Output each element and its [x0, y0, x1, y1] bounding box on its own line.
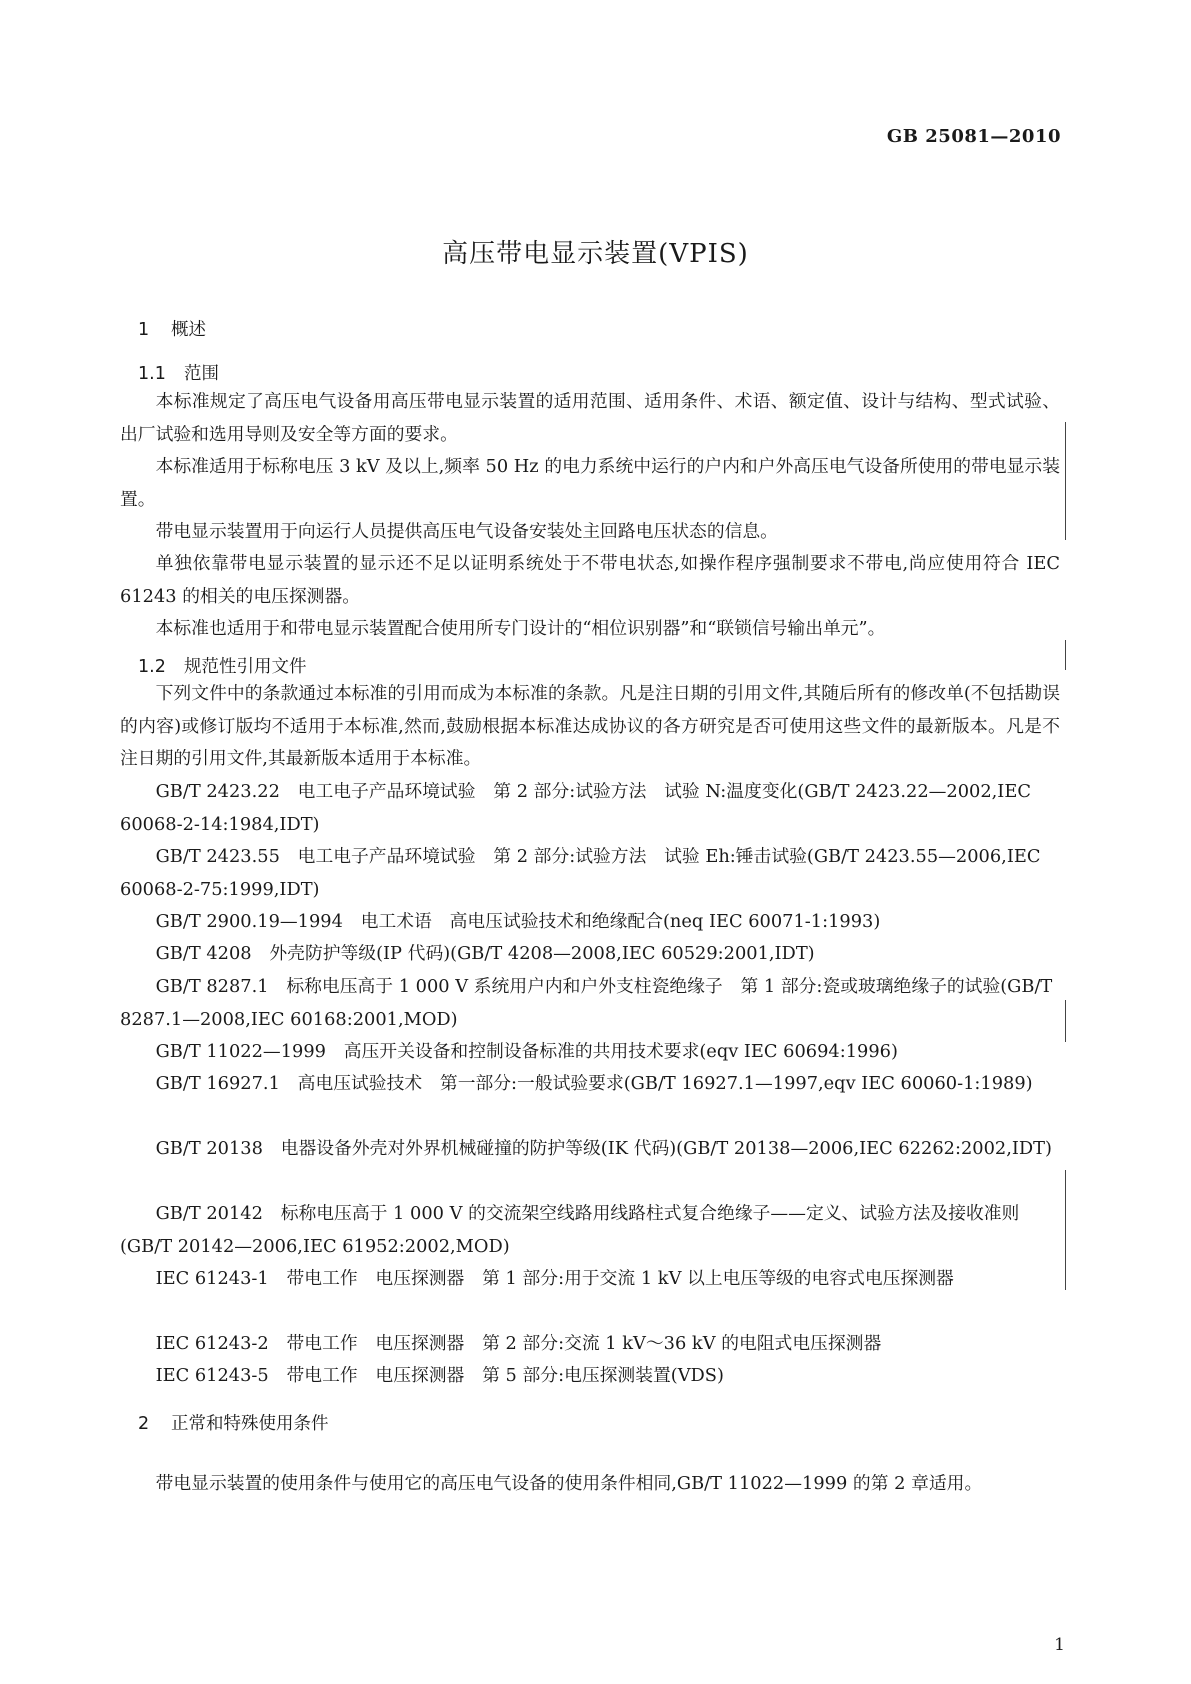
- change-bar: [1065, 640, 1066, 670]
- conditions-paragraph: 带电显示装置的使用条件与使用它的高压电气设备的使用条件相同,GB/T 11022—1999 的第 2 章适用。: [155, 1473, 983, 1494]
- reference-item: GB/T 2900.19—1994 电工术语 高电压试验技术和绝缘配合(neq IEC 60071-1:1993): [155, 911, 881, 932]
- change-bar: [1065, 1000, 1066, 1042]
- scope-paragraph-2: 本标准适用于标称电压 3 kV 及以上,频率 50 Hz 的电力系统中运行的户内和户外高压电气设备所使用的带电显示装置。: [120, 456, 1060, 510]
- reference-item: IEC 61243-2 带电工作 电压探测器 第 2 部分:交流 1 kV～36 kV 的电阻式电压探测器: [155, 1333, 882, 1354]
- section-number: 2: [138, 1414, 150, 1434]
- reference-item: IEC 61243-5 带电工作 电压探测器 第 5 部分:电压探测装置(VDS): [155, 1365, 724, 1386]
- scope-paragraph-5: 本标准也适用于和带电显示装置配合使用所专门设计的“相位识别器”和“联锁信号输出单元”。: [155, 618, 886, 639]
- section-1-heading: [138, 316, 206, 341]
- section-2-heading: [138, 1410, 329, 1435]
- scope-paragraph-1: 本标准规定了高压电气设备用高压带电显示装置的适用范围、适用条件、术语、额定值、设计与结构、型式试验、出厂试验和选用导则及安全等方面的要求。: [120, 391, 1060, 445]
- reference-item: GB/T 2423.55 电工电子产品环境试验 第 2 部分:试验方法 试验 Eh:锤击试验(GB/T 2423.55—2006,IEC 60068-2-75:1999,IDT): [120, 846, 1041, 900]
- standard-number: GB 25081—2010: [886, 126, 1061, 147]
- section-number: 1.1: [138, 364, 166, 384]
- section-number: 1.2: [138, 657, 166, 677]
- document-title: 高压带电显示装置(VPIS): [442, 239, 749, 269]
- section-1-1-heading: [138, 360, 219, 385]
- reference-item: IEC 61243-1 带电工作 电压探测器 第 1 部分:用于交流 1 kV 以上电压等级的电容式电压探测器: [155, 1268, 954, 1289]
- section-number: 1: [138, 320, 150, 340]
- scope-paragraph-3: 带电显示装置用于向运行人员提供高压电气设备安装处主回路电压状态的信息。: [155, 521, 778, 542]
- section-title: 规范性引用文件: [184, 657, 307, 677]
- reference-item: GB/T 11022—1999 高压开关设备和控制设备标准的共用技术要求(eqv IEC 60694:1996): [155, 1041, 898, 1062]
- section-title: 范围: [184, 364, 219, 384]
- section-title: 概述: [171, 320, 206, 340]
- reference-item: GB/T 20138 电器设备外壳对外界机械碰撞的防护等级(IK 代码)(GB/T 20138—2006,IEC 62262:2002,IDT): [155, 1138, 1052, 1159]
- scope-paragraph-4: 单独依靠带电显示装置的显示还不足以证明系统处于不带电状态,如操作程序强制要求不带电,尚应使用符合 IEC 61243 的相关的电压探测器。: [120, 553, 1060, 607]
- reference-item: GB/T 2423.22 电工电子产品环境试验 第 2 部分:试验方法 试验 N:温度变化(GB/T 2423.22—2002,IEC 60068-2-14:1984,IDT): [120, 781, 1031, 835]
- change-bar: [1065, 1170, 1066, 1290]
- reference-item: GB/T 16927.1 高电压试验技术 第一部分:一般试验要求(GB/T 16927.1—1997,eqv IEC 60060-1:1989): [155, 1073, 1033, 1094]
- reference-item: GB/T 4208 外壳防护等级(IP 代码)(GB/T 4208—2008,IEC 60529:2001,IDT): [155, 943, 815, 964]
- page-number: 1: [1054, 1635, 1065, 1655]
- section-title: 正常和特殊使用条件: [171, 1414, 329, 1434]
- reference-item: GB/T 20142 标称电压高于 1 000 V 的交流架空线路用线路柱式复合绝缘子——定义、试验方法及接收准则(GB/T 20142—2006,IEC 61952:2002,MOD): [120, 1203, 1020, 1257]
- section-1-2-heading: [138, 653, 307, 678]
- references-intro: 下列文件中的条款通过本标准的引用而成为本标准的条款。凡是注日期的引用文件,其随后所有的修改单(不包括勘误的内容)或修订版均不适用于本标准,然而,鼓励根据本标准达成协议的各方研究是否可使用这些文件的最新版本。凡是不注日期的引用文件,其最新版本适用于本标准。: [120, 683, 1060, 769]
- change-bar: [1065, 422, 1066, 540]
- reference-item: GB/T 8287.1 标称电压高于 1 000 V 系统用户内和户外支柱瓷绝缘子 第 1 部分:瓷或玻璃绝缘子的试验(GB/T 8287.1—2008,IEC 60168:2001,MOD): [120, 976, 1053, 1030]
